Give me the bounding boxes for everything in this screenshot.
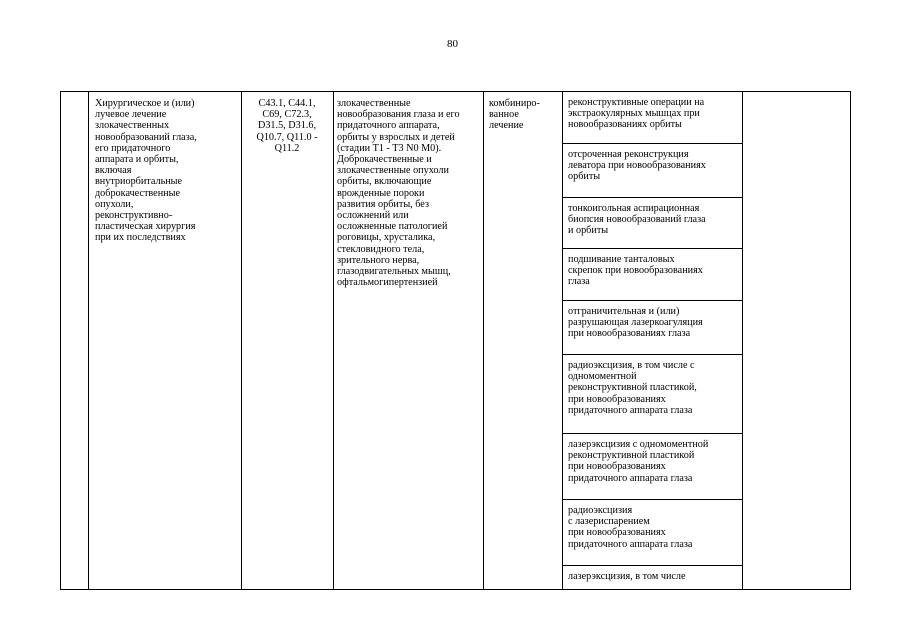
- indication-cell: Хирургическое и (или) лучевое лечение злокачественных новообразований глаза, его придаточного аппарата и орбиты, включая внутриорбитальные доброкачественные опухоли, реконструктивно- пластическая хирургия при их последствиях: [95, 98, 197, 244]
- page-number: 80: [447, 38, 458, 50]
- method-cell: подшивание танталовых скрепок при новообразованиях глаза: [562, 249, 742, 301]
- method-cell: тонкоигольная аспирационная биопсия новообразований глаза и орбиты: [562, 198, 742, 249]
- method-cell: реконструктивные операции на экстраокулярных мышцах при новообразованиях орбиты: [562, 92, 742, 144]
- method-cell: лазерэксцизия, в том числе: [568, 571, 686, 582]
- method-cell: лазерэксцизия с одномоментной реконструктивной пластикой при новообразованиях придаточного аппарата глаза: [562, 434, 742, 500]
- treatment-type-cell: комбиниро- ванное лечение: [489, 98, 540, 132]
- method-cell: радиоэксцизия с лазериспарением при новообразованиях придаточного аппарата глаза: [562, 500, 742, 566]
- extra-cell: [742, 92, 850, 589]
- treatment-table: [60, 91, 851, 590]
- method-cell: отграничительная и (или) разрушающая лазеркоагуляция при новообразованиях глаза: [562, 301, 742, 355]
- methods-column: [562, 92, 742, 589]
- row-number-cell: [61, 92, 88, 589]
- method-cell: радиоэксцизия, в том числе с одномоментной реконструктивной пластикой, при новообразованиях придаточного аппарата глаза: [562, 355, 742, 434]
- method-cell: отсроченная реконструкция леватора при новообразованиях орбиты: [562, 144, 742, 198]
- icd-codes-cell: C43.1, C44.1, C69, C72.3, D31.5, D31.6, Q10.7, Q11.0 - Q11.2: [256, 98, 318, 154]
- patient-model-cell: злокачественные новообразования глаза и его придаточного аппарата, орбиты у взрослых и детей (стадии T1 - T3 N0 M0). Доброкачественные и злокачественные опухоли орбиты, включающие врожденные пороки развития орбиты, без осложнений или осложненные патологией роговицы, хрусталика, стекловидного тела, зрительного нерва, глазодвигательных мышц, офтальмогипертензией: [337, 98, 460, 289]
